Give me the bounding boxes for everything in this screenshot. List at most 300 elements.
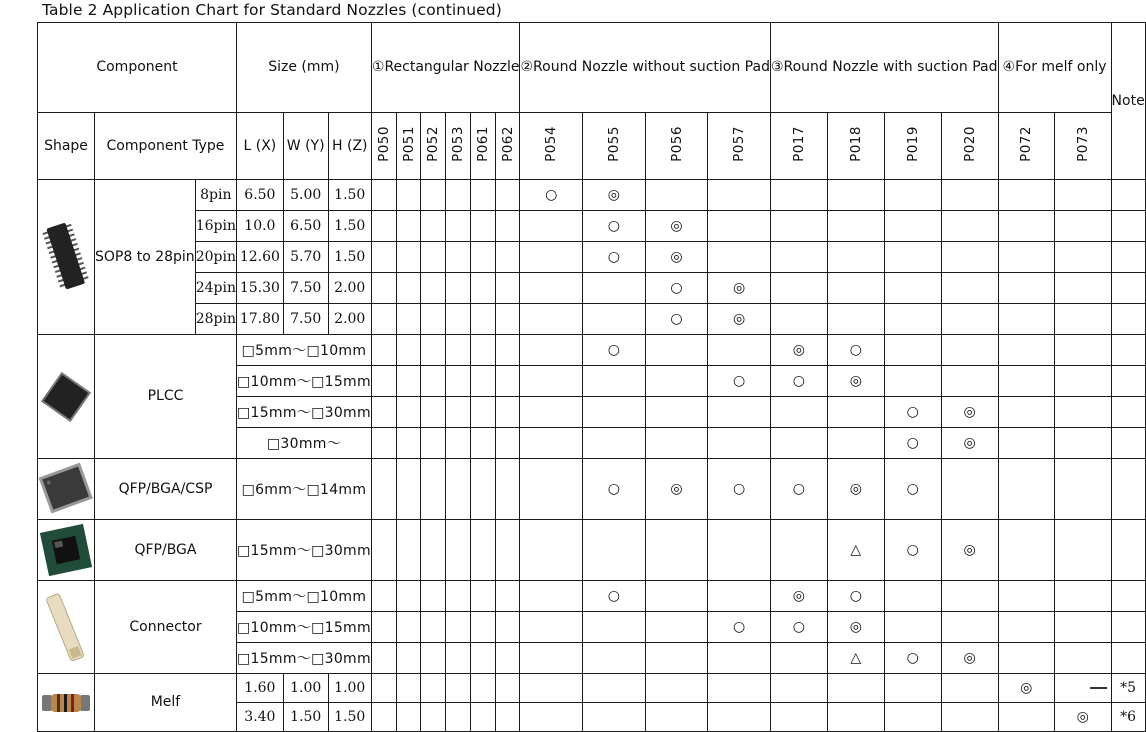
nozzle-cell-p057: ◎ (708, 304, 771, 335)
table-row (38, 581, 1146, 612)
nozzle-cell-p053 (446, 304, 471, 335)
component-type: Melf (95, 674, 237, 732)
nozzle-cell-p051 (396, 428, 421, 459)
nozzle-cell-p050 (371, 366, 396, 397)
nozzle-header-p054 (520, 113, 583, 180)
nozzle-header-p072 (998, 113, 1055, 180)
nozzle-cell-p018 (827, 304, 884, 335)
nozzle-cell-p072: ◎ (998, 674, 1055, 703)
nozzle-label: P053 (450, 126, 467, 162)
nozzle-cell-p050 (371, 581, 396, 612)
header-for-melf: ④For melf only (998, 23, 1111, 113)
nozzle-cell-p056 (645, 612, 708, 643)
nozzle-cell-p073 (1055, 304, 1112, 335)
nozzle-cell-p056 (645, 674, 708, 703)
nozzle-cell-p055 (583, 273, 646, 304)
nozzle-cell-p051 (396, 242, 421, 273)
nozzle-cell-p056 (645, 335, 708, 366)
table-row (38, 304, 1146, 335)
nozzle-cell-p051 (396, 581, 421, 612)
nozzle-cell-p072 (998, 612, 1055, 643)
size-w: 7.50 (283, 273, 328, 304)
nozzle-cell-p073 (1055, 581, 1112, 612)
nozzle-cell-p073: ◎ (1055, 703, 1112, 732)
nozzle-cell-p055 (583, 612, 646, 643)
nozzle-cell-p020: ◎ (941, 643, 998, 674)
note-cell (1111, 397, 1145, 428)
component-type: QFP/BGA (95, 520, 237, 581)
nozzle-cell-p050 (371, 520, 396, 581)
nozzle-cell-p051 (396, 180, 421, 211)
nozzle-cell-p072 (998, 703, 1055, 732)
nozzle-cell-p020 (941, 581, 998, 612)
nozzle-cell-p054 (520, 304, 583, 335)
nozzle-cell-p018: ○ (827, 581, 884, 612)
nozzle-header-p017 (770, 113, 827, 180)
nozzle-header-p019 (884, 113, 941, 180)
nozzle-header-p050 (371, 113, 396, 180)
nozzle-label: P051 (400, 126, 417, 162)
size-range: □5mm～□10mm (236, 581, 371, 612)
nozzle-cell-p061 (470, 428, 495, 459)
nozzle-cell-p020 (941, 211, 998, 242)
nozzle-cell-p062 (495, 366, 520, 397)
nozzle-label: P054 (543, 126, 560, 162)
nozzle-cell-p020 (941, 674, 998, 703)
nozzle-cell-p054 (520, 211, 583, 242)
nozzle-header-p062 (495, 113, 520, 180)
nozzle-cell-p056 (645, 397, 708, 428)
nozzle-cell-p055 (583, 397, 646, 428)
nozzle-cell-p057 (708, 180, 771, 211)
nozzle-cell-p054: ○ (520, 180, 583, 211)
table-row (38, 273, 1146, 304)
size-range: □30mm～ (236, 428, 371, 459)
nozzle-cell-p052 (421, 581, 446, 612)
nozzle-cell-p073 (1055, 520, 1112, 581)
nozzle-cell-p019: ○ (884, 643, 941, 674)
nozzle-label: P018 (847, 126, 864, 162)
size-w: 5.00 (283, 180, 328, 211)
nozzle-cell-p020 (941, 242, 998, 273)
nozzle-cell-p020: ◎ (941, 428, 998, 459)
shape-cell (38, 581, 95, 674)
size-range: □10mm～□15mm (236, 366, 371, 397)
nozzle-cell-p020 (941, 304, 998, 335)
nozzle-cell-p055 (583, 304, 646, 335)
nozzle-label: P061 (474, 126, 491, 162)
nozzle-cell-p056 (645, 643, 708, 674)
nozzle-cell-p072 (998, 428, 1055, 459)
nozzle-cell-p073 (1055, 397, 1112, 428)
size-range: □6mm～□14mm (236, 459, 371, 520)
nozzle-cell-p020 (941, 273, 998, 304)
nozzle-cell-p055 (583, 428, 646, 459)
nozzle-header-p055 (583, 113, 646, 180)
nozzle-cell-p050 (371, 335, 396, 366)
nozzle-cell-p072 (998, 180, 1055, 211)
nozzle-cell-p017 (770, 674, 827, 703)
plcc-chip-icon (38, 367, 94, 427)
nozzle-cell-p062 (495, 643, 520, 674)
nozzle-cell-p019: ○ (884, 520, 941, 581)
size-range: □15mm～□30mm (236, 397, 371, 428)
table-row (38, 242, 1146, 273)
nozzle-cell-p073 (1055, 211, 1112, 242)
nozzle-cell-p052 (421, 703, 446, 732)
nozzle-cell-p061 (470, 335, 495, 366)
size-h: 1.50 (328, 211, 371, 242)
nozzle-cell-p072 (998, 242, 1055, 273)
nozzle-cell-p057 (708, 674, 771, 703)
size-w: 1.50 (283, 703, 328, 732)
nozzle-cell-p050 (371, 703, 396, 732)
nozzle-cell-p054 (520, 674, 583, 703)
pin-count: 24pin (195, 273, 236, 304)
note-cell (1111, 520, 1145, 581)
nozzle-cell-p072 (998, 520, 1055, 581)
header-component: Component (38, 23, 237, 113)
nozzle-cell-p051 (396, 211, 421, 242)
nozzle-cell-p019: ○ (884, 397, 941, 428)
nozzle-cell-p019: ○ (884, 428, 941, 459)
nozzle-cell-p061 (470, 180, 495, 211)
qfp-chip-icon (38, 459, 94, 519)
nozzle-cell-p072 (998, 273, 1055, 304)
nozzle-cell-p057: ○ (708, 366, 771, 397)
nozzle-cell-p053 (446, 335, 471, 366)
nozzle-cell-p017: ○ (770, 366, 827, 397)
table-row (38, 211, 1146, 242)
nozzle-cell-p020 (941, 703, 998, 732)
nozzle-cell-p052 (421, 366, 446, 397)
note-cell (1111, 581, 1145, 612)
table-title: Table 2 Application Chart for Standard Nozzles (continued) (42, 1, 502, 19)
nozzle-cell-p052 (421, 643, 446, 674)
nozzle-cell-p017: ◎ (770, 335, 827, 366)
nozzle-cell-p061 (470, 273, 495, 304)
nozzle-cell-p053 (446, 428, 471, 459)
header-shape: Shape (38, 113, 95, 180)
nozzle-cell-p054 (520, 581, 583, 612)
header-w: W (Y) (283, 113, 328, 180)
note-cell (1111, 211, 1145, 242)
nozzle-label: P073 (1074, 126, 1091, 162)
nozzle-cell-p072 (998, 459, 1055, 520)
note-cell (1111, 459, 1145, 520)
nozzle-cell-p052 (421, 612, 446, 643)
nozzle-cell-p062 (495, 180, 520, 211)
size-h: 1.50 (328, 703, 371, 732)
shape-cell (38, 520, 95, 581)
header-rectangular-nozzle: ①Rectangular Nozzle (371, 23, 520, 113)
nozzle-cell-p073 (1055, 273, 1112, 304)
nozzle-cell-p018 (827, 242, 884, 273)
nozzle-cell-p017 (770, 242, 827, 273)
nozzle-cell-p053 (446, 703, 471, 732)
nozzle-cell-p056 (645, 703, 708, 732)
connector-icon (38, 587, 94, 667)
nozzle-cell-p018 (827, 428, 884, 459)
nozzle-label: P056 (668, 126, 685, 162)
nozzle-cell-p020 (941, 335, 998, 366)
nozzle-header-p052 (421, 113, 446, 180)
size-l: 1.60 (236, 674, 283, 703)
nozzle-label: P019 (904, 126, 921, 162)
nozzle-cell-p050 (371, 180, 396, 211)
nozzle-cell-p018 (827, 273, 884, 304)
nozzle-cell-p062 (495, 612, 520, 643)
nozzle-cell-p052 (421, 304, 446, 335)
nozzle-cell-p017 (770, 520, 827, 581)
nozzle-cell-p073 (1055, 335, 1112, 366)
nozzle-cell-p062 (495, 674, 520, 703)
nozzle-cell-p053 (446, 520, 471, 581)
nozzle-header-p061 (470, 113, 495, 180)
nozzle-cell-p019 (884, 273, 941, 304)
nozzle-label: P020 (961, 126, 978, 162)
nozzle-header-p073 (1055, 113, 1112, 180)
nozzle-label: P072 (1018, 126, 1035, 162)
nozzle-cell-p062 (495, 273, 520, 304)
nozzle-cell-p055: ○ (583, 459, 646, 520)
nozzle-cell-p053 (446, 581, 471, 612)
size-l: 15.30 (236, 273, 283, 304)
nozzle-cell-p061 (470, 703, 495, 732)
nozzle-cell-p056: ○ (645, 273, 708, 304)
nozzle-cell-p050 (371, 304, 396, 335)
size-h: 1.00 (328, 674, 371, 703)
size-h: 2.00 (328, 304, 371, 335)
nozzle-label: P062 (499, 126, 516, 162)
nozzle-cell-p053 (446, 459, 471, 520)
nozzle-cell-p057 (708, 335, 771, 366)
size-l: 12.60 (236, 242, 283, 273)
header-component-type: Component Type (95, 113, 237, 180)
header-size: Size (mm) (236, 23, 371, 113)
nozzle-cell-p055: ◎ (583, 180, 646, 211)
header-note: Note (1111, 23, 1145, 180)
nozzle-cell-p057 (708, 428, 771, 459)
nozzle-cell-p017: ◎ (770, 581, 827, 612)
size-h: 1.50 (328, 242, 371, 273)
size-range: □10mm～□15mm (236, 612, 371, 643)
nozzle-header-p018 (827, 113, 884, 180)
nozzle-cell-p055 (583, 674, 646, 703)
size-l: 6.50 (236, 180, 283, 211)
component-type: QFP/BGA/CSP (95, 459, 237, 520)
nozzle-cell-p054 (520, 335, 583, 366)
nozzle-cell-p051 (396, 703, 421, 732)
nozzle-cell-p019 (884, 703, 941, 732)
nozzle-cell-p051 (396, 612, 421, 643)
nozzle-cell-p017 (770, 428, 827, 459)
nozzle-cell-p057 (708, 703, 771, 732)
bga-chip-icon (38, 520, 94, 580)
nozzle-cell-p057 (708, 211, 771, 242)
nozzle-cell-p051 (396, 643, 421, 674)
size-range: □5mm～□10mm (236, 335, 371, 366)
note-cell (1111, 612, 1145, 643)
nozzle-cell-p018 (827, 703, 884, 732)
nozzle-cell-p052 (421, 428, 446, 459)
nozzle-cell-p062 (495, 581, 520, 612)
nozzle-cell-p055: ○ (583, 242, 646, 273)
nozzle-cell-p018 (827, 397, 884, 428)
nozzle-cell-p052 (421, 273, 446, 304)
nozzle-cell-p054 (520, 520, 583, 581)
nozzle-cell-p053 (446, 674, 471, 703)
pin-count: 16pin (195, 211, 236, 242)
nozzle-cell-p017 (770, 211, 827, 242)
table-row (38, 674, 1146, 703)
note-cell (1111, 428, 1145, 459)
nozzle-cell-p056: ◎ (645, 459, 708, 520)
nozzle-cell-p050 (371, 428, 396, 459)
nozzle-cell-p020: ◎ (941, 520, 998, 581)
nozzle-cell-p051 (396, 273, 421, 304)
nozzle-cell-p062 (495, 211, 520, 242)
pin-count: 28pin (195, 304, 236, 335)
nozzle-cell-p019 (884, 335, 941, 366)
nozzle-cell-p062 (495, 335, 520, 366)
nozzle-cell-p018 (827, 211, 884, 242)
nozzle-cell-p019 (884, 612, 941, 643)
nozzle-cell-p055 (583, 643, 646, 674)
header-round-nozzle-no-suction: ②Round Nozzle without suction Pad (520, 23, 770, 113)
nozzle-cell-p072 (998, 397, 1055, 428)
nozzle-cell-p054 (520, 459, 583, 520)
nozzle-label: P057 (731, 126, 748, 162)
nozzle-cell-p052 (421, 211, 446, 242)
nozzle-cell-p020 (941, 459, 998, 520)
nozzle-cell-p055: ○ (583, 335, 646, 366)
nozzle-cell-p052 (421, 459, 446, 520)
nozzle-cell-p052 (421, 335, 446, 366)
nozzle-cell-p056: ◎ (645, 242, 708, 273)
nozzle-cell-p017 (770, 180, 827, 211)
nozzle-cell-p019 (884, 304, 941, 335)
nozzle-cell-p054 (520, 428, 583, 459)
table-row (38, 520, 1146, 581)
nozzle-cell-p019: ○ (884, 459, 941, 520)
nozzle-cell-p020 (941, 180, 998, 211)
nozzle-cell-p055 (583, 366, 646, 397)
nozzle-cell-p057 (708, 242, 771, 273)
note-cell (1111, 273, 1145, 304)
nozzle-cell-p062 (495, 520, 520, 581)
nozzle-cell-p057 (708, 581, 771, 612)
nozzle-cell-p018: ◎ (827, 612, 884, 643)
nozzle-cell-p052 (421, 520, 446, 581)
nozzle-cell-p056: ○ (645, 304, 708, 335)
nozzle-cell-p018 (827, 180, 884, 211)
nozzle-cell-p062 (495, 428, 520, 459)
nozzle-cell-p062 (495, 304, 520, 335)
nozzle-cell-p061 (470, 674, 495, 703)
nozzle-cell-p018: △ (827, 643, 884, 674)
melf-resistor-icon (38, 688, 94, 718)
nozzle-cell-p051 (396, 397, 421, 428)
nozzle-cell-p019 (884, 674, 941, 703)
nozzle-cell-p051 (396, 459, 421, 520)
nozzle-cell-p018: ◎ (827, 366, 884, 397)
nozzle-cell-p061 (470, 520, 495, 581)
size-w: 6.50 (283, 211, 328, 242)
nozzle-cell-p019 (884, 180, 941, 211)
header-row-groups (38, 23, 1146, 113)
component-type: PLCC (95, 335, 237, 459)
nozzle-cell-p018: ◎ (827, 459, 884, 520)
nozzle-cell-p017 (770, 273, 827, 304)
shape-cell (38, 674, 95, 732)
nozzle-cell-p073 (1055, 366, 1112, 397)
size-h: 2.00 (328, 273, 371, 304)
nozzle-cell-p054 (520, 643, 583, 674)
nozzle-cell-p057: ○ (708, 459, 771, 520)
nozzle-cell-p054 (520, 273, 583, 304)
pin-count: 8pin (195, 180, 236, 211)
nozzle-cell-p072 (998, 366, 1055, 397)
nozzle-cell-p073 (1055, 459, 1112, 520)
nozzle-cell-p061 (470, 211, 495, 242)
nozzle-cell-p019 (884, 211, 941, 242)
table-row (38, 180, 1146, 211)
nozzle-cell-p056 (645, 180, 708, 211)
nozzle-cell-p057: ○ (708, 612, 771, 643)
nozzle-cell-p073 (1055, 612, 1112, 643)
header-row-columns (38, 113, 1146, 180)
nozzle-cell-p056 (645, 581, 708, 612)
note-cell (1111, 643, 1145, 674)
note-cell: *5 (1111, 674, 1145, 703)
nozzle-cell-p072 (998, 335, 1055, 366)
nozzle-cell-p055 (583, 520, 646, 581)
nozzle-cell-p056 (645, 366, 708, 397)
size-range: □15mm～□30mm (236, 643, 371, 674)
nozzle-cell-p051 (396, 520, 421, 581)
size-l: 17.80 (236, 304, 283, 335)
sop-chip-icon (38, 217, 94, 297)
table-row (38, 335, 1146, 366)
nozzle-cell-p061 (470, 366, 495, 397)
nozzle-cell-p054 (520, 703, 583, 732)
nozzle-cell-p017 (770, 643, 827, 674)
nozzle-cell-p018 (827, 674, 884, 703)
note-cell (1111, 242, 1145, 273)
nozzle-cell-p050 (371, 273, 396, 304)
nozzle-cell-p054 (520, 397, 583, 428)
nozzle-cell-p050 (371, 397, 396, 428)
nozzle-cell-p073 (1055, 643, 1112, 674)
nozzle-cell-p019 (884, 581, 941, 612)
nozzle-cell-p018: △ (827, 520, 884, 581)
size-h: 1.50 (328, 180, 371, 211)
nozzle-cell-p050 (371, 242, 396, 273)
nozzle-label: P052 (425, 126, 442, 162)
note-cell: *6 (1111, 703, 1145, 732)
nozzle-cell-p051 (396, 366, 421, 397)
note-cell (1111, 304, 1145, 335)
nozzle-cell-p055: ○ (583, 581, 646, 612)
nozzle-cell-p018: ○ (827, 335, 884, 366)
nozzle-cell-p017 (770, 397, 827, 428)
nozzle-cell-p054 (520, 366, 583, 397)
nozzle-cell-p053 (446, 242, 471, 273)
nozzle-cell-p073 (1055, 242, 1112, 273)
nozzle-cell-p052 (421, 242, 446, 273)
header-h: H (Z) (328, 113, 371, 180)
